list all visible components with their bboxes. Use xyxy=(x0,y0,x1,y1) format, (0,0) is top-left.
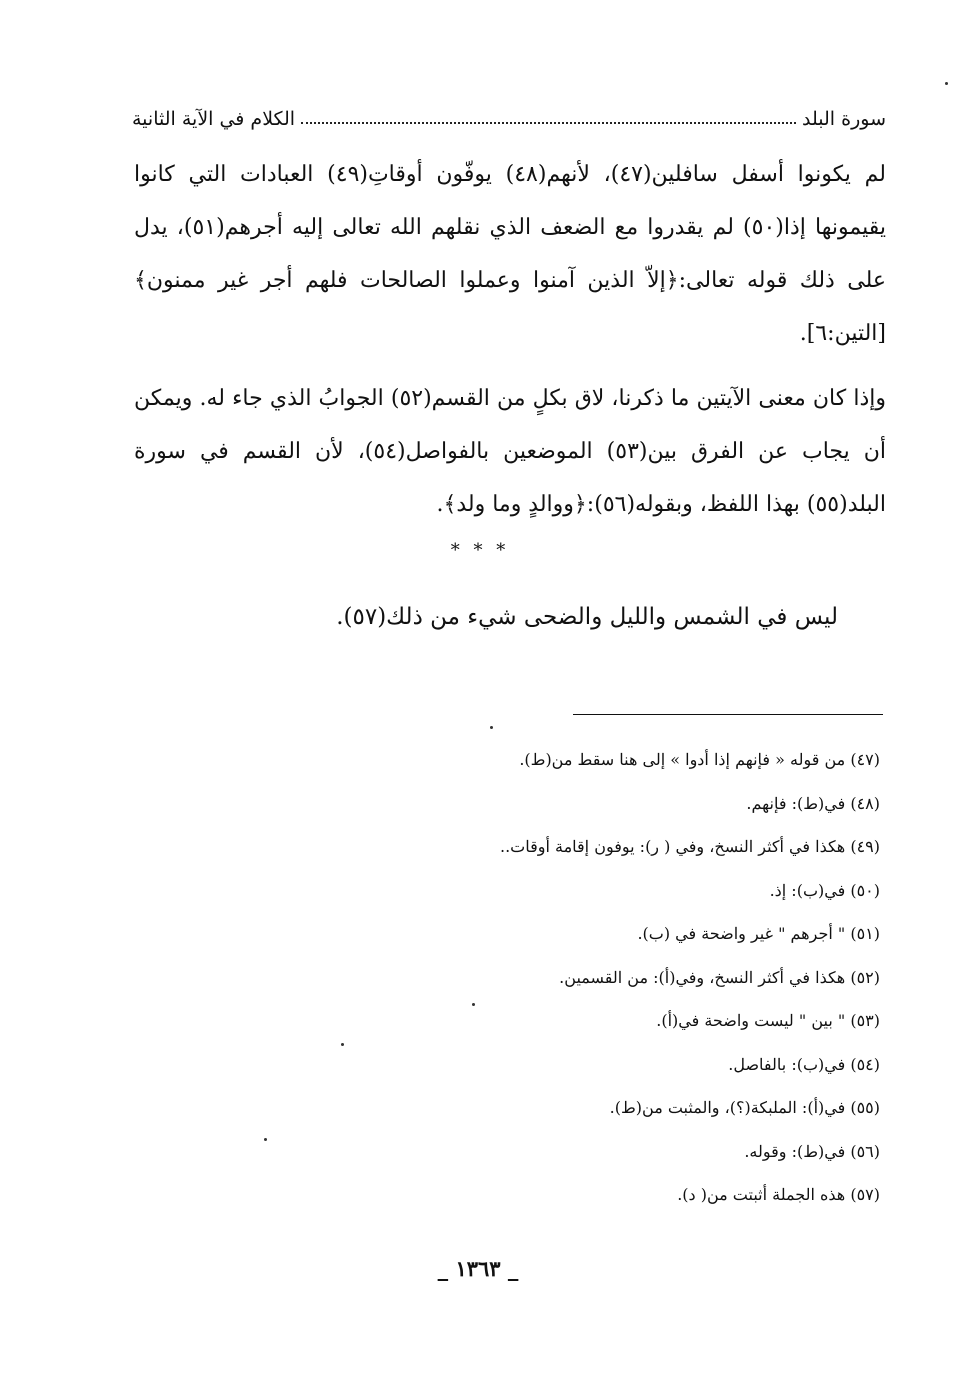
section-separator: * * * xyxy=(450,540,510,561)
scan-speck xyxy=(945,82,948,85)
paragraph-2: وإذا كان معنى الآيتين ما ذكرنا، لاق بكلٍ من القسم(٥٢) الجوابُ الذي جاء له. ويمكن أن يجاب عن الفرق بين(٥٣) الموضعين بالفواصل(٥٤)، لأن القسم في سورة البلد(٥٥) بهذا اللفظ، وبقوله(٥٦):﴿ووالدٍ وما ولد﴾. xyxy=(134,386,886,517)
header-section: الكلام في الآية الثانية xyxy=(132,108,296,130)
footnote-53: (٥٣) " بين " ليست واضحة في(أ). xyxy=(656,1011,880,1030)
header-surah: سورة البلد xyxy=(802,108,886,130)
footnotes-list xyxy=(120,738,880,1217)
main-text xyxy=(134,148,886,531)
running-header xyxy=(132,96,886,130)
footnote-55: (٥٥) في(أ): الملبكة(؟)، والمثبت من(ط). xyxy=(609,1098,880,1117)
footnote-51: (٥١) " أجرهم " غير واضحة في (ب). xyxy=(637,924,880,943)
footnote-49: (٤٩) هكذا في أكثر النسخ، وفي ( ر): يوفون إقامة أوقات.. xyxy=(499,837,880,856)
scan-speck xyxy=(490,726,493,729)
scan-speck xyxy=(341,1043,344,1046)
scan-speck xyxy=(264,1138,267,1141)
footnote-52: (٥٢) هكذا في أكثر النسخ، وفي(أ): من القسمين. xyxy=(559,967,880,987)
page-number: _ ١٣٦٣ _ xyxy=(437,1256,519,1281)
scan-speck xyxy=(472,1003,475,1006)
footnote-rule xyxy=(573,714,883,715)
paragraph-1: لم يكونوا أسفل سافلين(٤٧)، لأنهم(٤٨) يوفّون أوقاتِ(٤٩) العبادات التي كانوا يقيمونها إذا(٥٠) لم يقدروا مع الضعف الذي نقلهم الله تعالى إليه أجرهم(٥١)، يدل على ذلك قوله تعالى:﴿إلاّ الذين آمنوا وعملوا الصالحات فلهم أجر غير ممنون﴾ [التين:٦]. xyxy=(134,162,886,346)
header-dot-leader xyxy=(301,121,796,124)
footnote-47: (٤٧) من قوله « فإنهم إذا أدوا » إلى هنا سقط من(ط). xyxy=(519,750,880,769)
footnote-54: (٥٤) في(ب): بالفاصل. xyxy=(728,1054,880,1074)
footnote-50: (٥٠) في(ب): إذ. xyxy=(769,880,880,900)
footnote-57: (٥٧) هذه الجملة أثبتت من( د). xyxy=(677,1185,880,1204)
closing-line: ليس في الشمس والليل والضحى شيء من ذلك(٥٧). xyxy=(336,604,838,630)
footnote-56: (٥٦) في(ط): وقوله. xyxy=(744,1141,880,1161)
footnote-48: (٤٨) في(ط): فإنهم. xyxy=(746,793,880,813)
